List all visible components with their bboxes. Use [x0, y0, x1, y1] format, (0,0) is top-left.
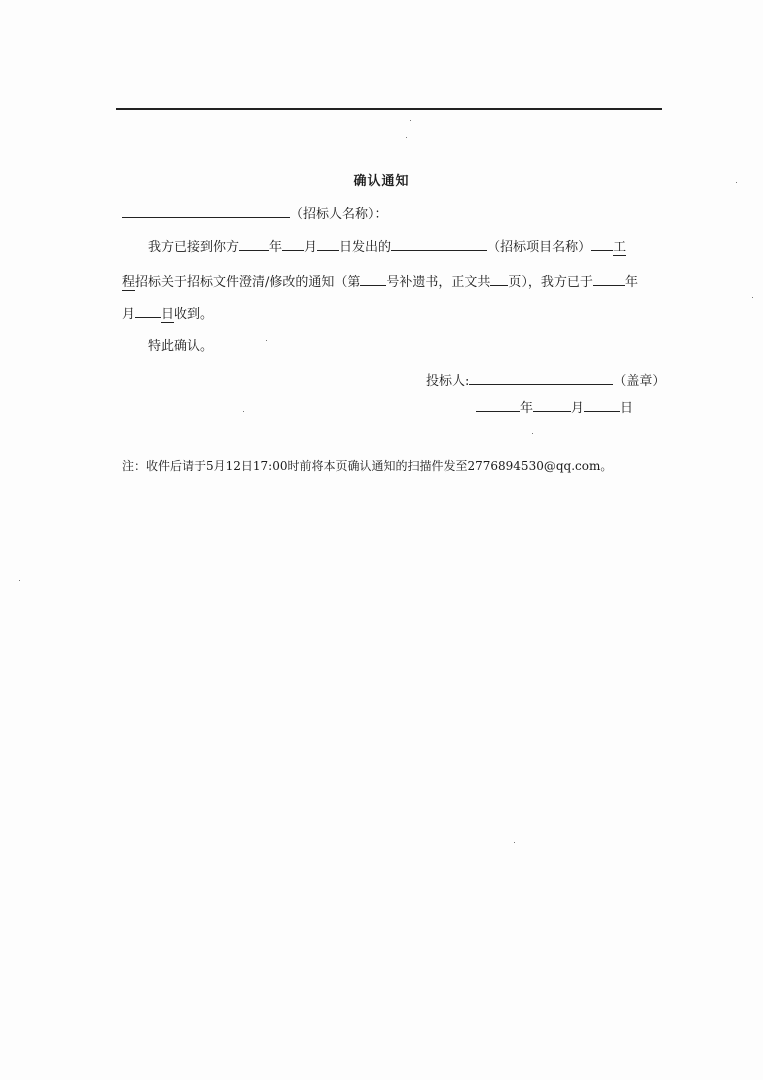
- scan-speck: [514, 842, 515, 843]
- year-blank: [239, 236, 269, 251]
- bidder-line: [426, 370, 665, 392]
- page-count-blank: [490, 271, 508, 286]
- scan-speck: [532, 433, 533, 434]
- project-blank: [391, 236, 487, 251]
- para1-text-c: 号补遗书，正文共: [386, 275, 491, 290]
- seal-label: （盖章）: [613, 374, 666, 389]
- para1-text-b: 招标关于招标文件澄清/修改的通知（第: [135, 275, 361, 290]
- confirm-line: [148, 337, 213, 357]
- year2-blank: [593, 271, 625, 286]
- year2-label: 年: [624, 275, 638, 290]
- month-blank: [282, 236, 304, 251]
- date-year-blank: [476, 397, 520, 412]
- month2-label: 月: [122, 307, 136, 322]
- month-label: 月: [304, 240, 318, 255]
- scan-speck: [736, 182, 737, 183]
- paragraph-line-2: [122, 271, 638, 293]
- para1-text-d: 页），我方已于: [508, 275, 593, 290]
- scan-speck: [410, 120, 411, 121]
- bidder-blank: [469, 370, 613, 385]
- document-title: 确认通知: [353, 174, 410, 189]
- addendum-no-blank: [360, 271, 386, 286]
- cheng-char: 程: [122, 275, 136, 290]
- received-label: 收到。: [174, 307, 214, 322]
- date-day-label: 日: [620, 401, 634, 416]
- note-text: 注：收件后请于5月12日17:00时前将本页确认通知的扫描件发至2776894530@qq.com。: [122, 459, 613, 473]
- bidder-label: 投标人:: [426, 374, 470, 389]
- date-line: [476, 397, 633, 419]
- day-issued-label: 日发出的: [339, 240, 392, 255]
- scan-speck: [406, 137, 407, 138]
- project-blank-2: [591, 236, 613, 251]
- addressee-line: [122, 203, 388, 225]
- date-year-label: 年: [520, 401, 534, 416]
- addressee-blank: [122, 203, 290, 218]
- addressee-suffix: （招标人名称）：: [290, 207, 388, 222]
- year-label: 年: [269, 240, 283, 255]
- scan-speck: [752, 297, 753, 298]
- project-name-label: （招标项目名称）: [487, 240, 592, 255]
- paragraph-line-1: [148, 236, 626, 258]
- day2-blank: [135, 303, 161, 318]
- scan-speck: [243, 411, 244, 412]
- confirm-text: 特此确认。: [148, 339, 214, 354]
- para1-text-a: 我方已接到你方: [148, 240, 240, 255]
- date-day-blank: [584, 397, 620, 412]
- paragraph-line-3: [122, 303, 213, 325]
- header-rule: [116, 108, 662, 110]
- scan-speck: [19, 580, 20, 581]
- date-month-label: 月: [571, 401, 585, 416]
- date-month-blank: [533, 397, 571, 412]
- scan-speck: [266, 340, 267, 341]
- day-blank: [317, 236, 339, 251]
- gong-char: 工: [613, 240, 627, 255]
- day2-label: 日: [161, 307, 175, 322]
